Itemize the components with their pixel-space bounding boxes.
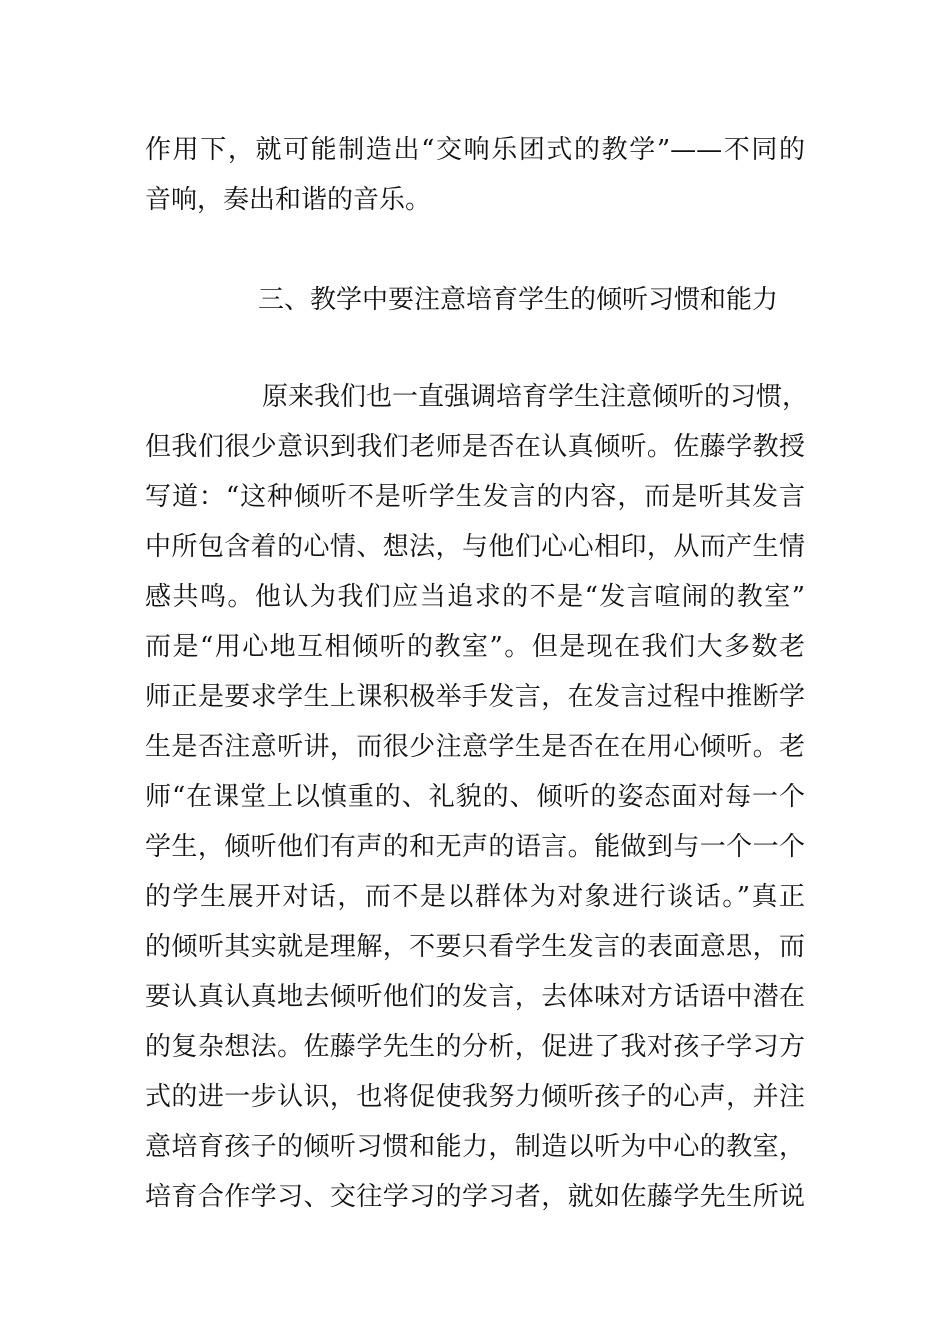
- main-line-3: 写道：“这种倾听不是听学生发言的内容，而是听其发言: [145, 482, 805, 512]
- main-line-7: 师正是要求学生上课积极举手发言，在发言过程中推断学: [145, 682, 805, 712]
- main-line-14: 的复杂想法。佐藤学先生的分析，促进了我对孩子学习方: [145, 1032, 805, 1062]
- main-line-10: 学生，倾听他们有声的和无声的语言。能做到与一个一个: [145, 832, 805, 862]
- main-line-11: 的学生展开对话，而不是以群体为对象进行谈话。”真正: [145, 882, 805, 912]
- main-line-2: 但我们很少意识到我们老师是否在认真倾听。佐藤学教授: [145, 432, 805, 462]
- main-line-17: 培育合作学习、交往学习的学习者，就如佐藤学先生所说: [145, 1182, 805, 1212]
- main-line-6: 而是“用心地互相倾听的教室”。但是现在我们大多数老: [145, 632, 805, 662]
- main-line-12: 的倾听其实就是理解，不要只看学生发言的表面意思，而: [145, 932, 805, 962]
- intro-line-1: 作用下，就可能制造出“交响乐团式的教学”——不同的: [145, 135, 805, 165]
- section-heading: 三、教学中要注意培育学生的倾听习惯和能力: [258, 285, 779, 315]
- main-line-13: 要认真认真地去倾听他们的发言，去体味对方话语中潜在: [145, 982, 805, 1012]
- intro-line-2: 音响，奏出和谐的音乐。: [145, 185, 432, 215]
- main-line-4: 中所包含着的心情、想法，与他们心心相印，从而产生情: [145, 532, 805, 562]
- main-line-1: 原来我们也一直强调培育学生注意倾听的习惯，: [262, 382, 809, 412]
- main-line-16: 意培育孩子的倾听习惯和能力，制造以听为中心的教室，: [145, 1132, 805, 1162]
- main-line-5: 感共鸣。他认为我们应当追求的不是“发言喧闹的教室”: [145, 582, 805, 612]
- main-line-8: 生是否注意听讲，而很少注意学生是否在在用心倾听。老: [145, 732, 805, 762]
- main-line-15: 式的进一步认识，也将促使我努力倾听孩子的心声，并注: [145, 1082, 805, 1112]
- main-line-9: 师“在课堂上以慎重的、礼貌的、倾听的姿态面对每一个: [145, 782, 805, 812]
